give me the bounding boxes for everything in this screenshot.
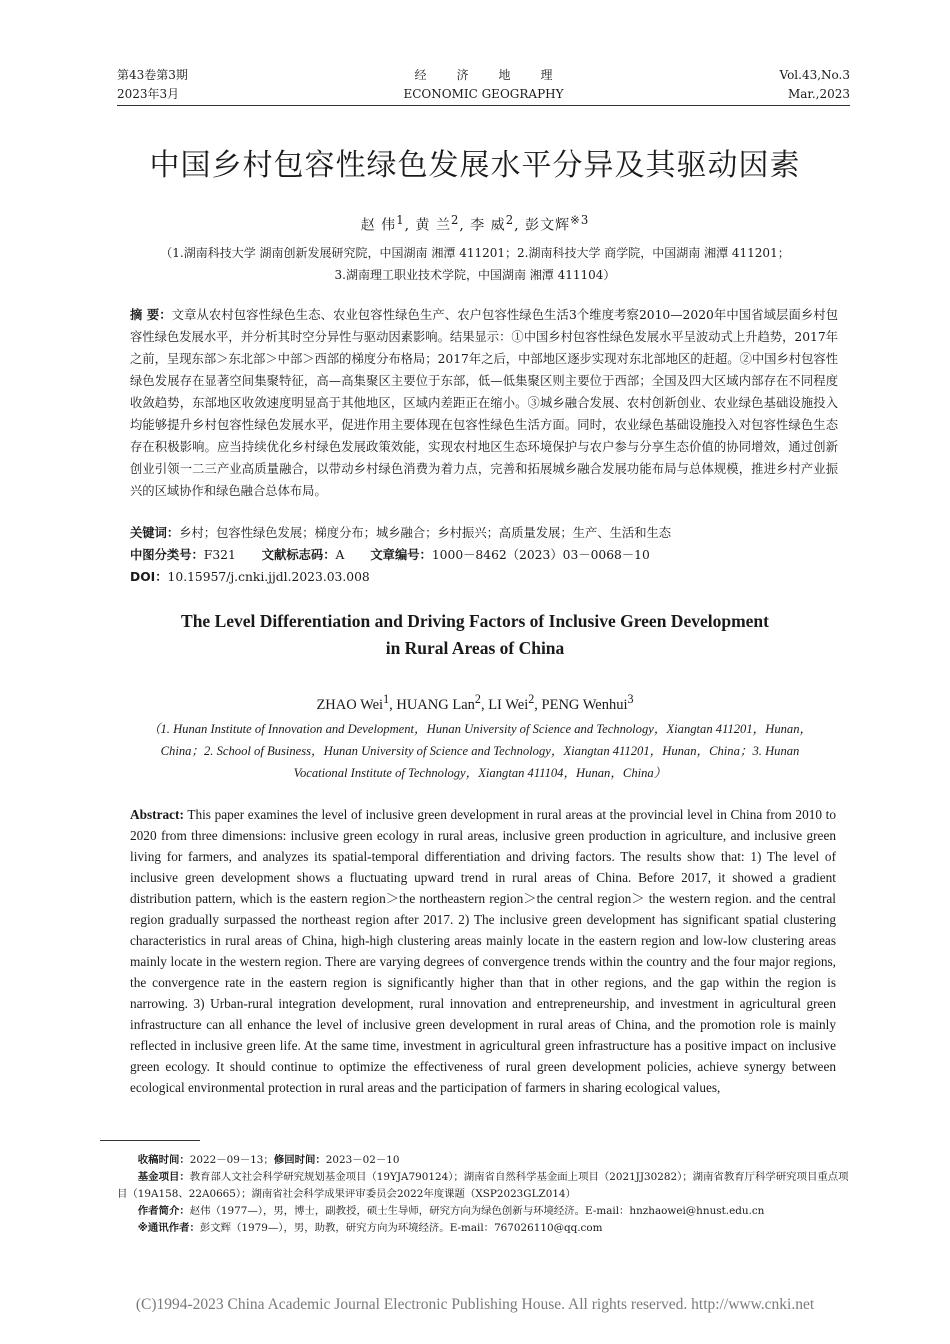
footnote-author <box>117 1203 852 1220</box>
author-name: ZHAO Wei <box>316 696 384 713</box>
author-name: 彭文辉 <box>525 217 571 234</box>
abstract-cn-label: 摘 要： <box>130 308 172 322</box>
revised-date: 2023－02－10 <box>325 1154 400 1166</box>
author-bio-text: 赵伟（1977—），男，博士，副教授，硕士生导师，研究方向为绿色创新与环境经济。E-mail：hnzhaowei@hnust.edu.cn <box>189 1205 765 1217</box>
received-date: 2022－09－13； <box>189 1154 274 1166</box>
author-name: 黄 兰 <box>415 217 451 234</box>
abstract-cn <box>130 304 838 502</box>
title-en-line: The Level Differentiation and Driving Factors of Inclusive Green Development <box>181 611 769 631</box>
volume-issue-cn: 第43卷第3期 <box>117 68 188 82</box>
author-bio-label: 作者简介： <box>137 1205 190 1217</box>
footnote-rule <box>100 1140 200 1141</box>
authors-cn: 赵 伟$^1$, 黄 兰$^2$, 李 威$^2$, 彭文辉$^{※3}$ <box>360 213 590 234</box>
author-affil-mark: 2 <box>450 213 460 227</box>
author-name: 李 威 <box>470 217 506 234</box>
revised-label: 修回时间： <box>273 1154 326 1166</box>
author-affil-mark: 2 <box>505 213 515 227</box>
author-name: 赵 伟 <box>360 217 397 234</box>
date-cn: 2023年3月 <box>117 87 180 101</box>
keywords <box>130 523 671 543</box>
abstract-cn-text: 文章从农村包容性绿色生态、农业包容性绿色生产、农户包容性绿色生活3个维度考察2010—2020年中国省域层面乡村包容性绿色发展水平，并分析其时空分异性与驱动因素影响。结果显示：①中国乡村包容性绿色发展水平呈波动式上升趋势，2017年之前，呈现东部＞东北部＞中部＞西部的梯度分布格局；2017年之后，中部地区逐步实现对东北部地区的赶超。②中国乡村包容性绿色发展存在显著空间集聚特征，高—高集聚区主要位于东部，低—低集聚区则主要位于西部；全国及四大区域内部存在不同程度收敛趋势，东部地区收敛速度明显高于其他地区，区域内差距正在缩小。③城乡融合发展、农村创新创业、农业绿色基础设施投入均能够提升乡村包容性绿色发展水平，促进作用主要体现在包容性绿色生活方面。同时，农业绿色基础设施投入对包容性绿色生态存在积极影响。应当持续优化乡村绿色发展政策效能，实现农村地区生态环境保护与农户参与分享生态价值的协同增效，通过创新创业引领一二三产业高质量融合，以带动乡村绿色消费为着力点，完善和拓展城乡融合发展功能布局与总体规模，推进乡村产业振兴的区域协作和绿色融合总体布局。 <box>130 308 839 498</box>
header-rule <box>117 105 850 106</box>
author-affil-mark: 2 <box>528 692 535 706</box>
affiliation-line: （1. Hunan Institute of Innovation and Development，Hunan University of Science and Technology，Xiangtan 411201，Hunan， <box>147 722 813 736</box>
journal-name-en: ECONOMIC GEOGRAPHY <box>403 87 564 101</box>
corresponding-label: ※通讯作者： <box>137 1222 200 1234</box>
affiliation-line: Vocational Institute of Technology，Xiangtan 411104，Hunan，China） <box>293 766 667 780</box>
journal-name-cn: 经济地理 <box>414 68 583 82</box>
doc-code-label: 文献标志码： <box>261 548 336 562</box>
clc-label: 中图分类号： <box>130 548 204 562</box>
authors-en: ZHAO Wei$^1$, HUANG Lan$^2$, LI Wei$^2$, PENG Wenhui$^3$ <box>316 692 634 713</box>
received-label: 收稿时间： <box>137 1154 190 1166</box>
doi-value: 10.15957/j.cnki.jjdl.2023.03.008 <box>167 570 370 584</box>
doi <box>130 567 370 587</box>
footnote-fund <box>117 1169 852 1203</box>
clc-value: F321 <box>203 548 236 562</box>
author-affil-mark: ※3 <box>570 213 590 227</box>
fund-text: 教育部人文社会科学研究规划基金项目（19YJA790124）；湖南省自然科学基金面上项目（2021JJ30282）；湖南省教育厅科学研究项目重点项目（19A158、22A0665）；湖南省社会科学成果评审委员会2022年度课题（XSP2023GLZ014） <box>117 1171 849 1200</box>
journal-name <box>117 66 850 104</box>
abstract-en-text: This paper examines the level of inclusive green development in rural areas at the provincial level in China from 2010 to 2020 from three dimensions: inclusive green ecology in rural areas, inclusive green production in agriculture, and inclusive green living for farmers, and analyzes its spatial-temporal differentiation and driving factors. The results show that: 1) The level of inclusive green development shows a fluctuating upward trend in rural areas of China. Before 2017, it showed a gradient distribution pattern, which is the eastern region＞the northeastern region＞the central region＞ the western region. and the central region gradually surpassed the northeast region after 2017. 2) The inclusive green development has significant spatial clustering characteristics in rural areas of China, high-high clustering areas mainly locate in the eastern region and low-low clustering areas mainly locate in the western region. There are varying degrees of convergence trends within the country and the four major regions, the convergence rate in the eastern region is significantly higher than that in other regions, and the gap within the region is narrowing. 3) Urban-rural integration development, rural innovation and entrepreneurship, and investment in agricultural green infrastructure can all enhance the level of inclusive green development in rural areas of China, and the promotion role is mainly reflected in inclusive green life. At the same time, investment in agricultural green infrastructure has a positive impact on inclusive green ecology. It should continue to optimize the effectiveness of rural green development policies, achieve synergy between ecological environmental protection in rural areas and the participation of farmers in sharing ecological values, <box>130 807 836 1095</box>
footnote-corresponding <box>117 1220 852 1237</box>
article-no-value: 1000－8462（2023）03－0068－10 <box>431 548 650 562</box>
corresponding-text: 彭文辉（1979—），男，助教，研究方向为环境经济。E-mail：767026110@qq.com <box>199 1222 603 1234</box>
issue-info-en <box>780 66 851 104</box>
affiliation-line: （1.湖南科技大学 湖南创新发展研究院，中国湖南 湘潭 411201；2.湖南科技大学 商学院，中国湖南 湘潭 411201； <box>160 246 790 260</box>
author-affil-mark: 1 <box>396 213 405 227</box>
author-name: PENG Wenhui <box>541 696 628 713</box>
article-no-label: 文章编号： <box>370 548 432 562</box>
fund-label: 基金项目： <box>137 1171 190 1183</box>
author-name: LI Wei <box>488 696 529 713</box>
keywords-text: 乡村；包容性绿色发展；梯度分布；城乡融合；乡村振兴；高质量发展；生产、生活和生态 <box>179 526 672 540</box>
copyright-footer: (C)1994-2023 China Academic Journal Electronic Publishing House. All rights reserved. http://www.cnki.net <box>135 1296 815 1313</box>
title-en-line: in Rural Areas of China <box>385 638 565 658</box>
title-en <box>0 608 950 662</box>
author-affil-mark: 1 <box>383 692 390 706</box>
abstract-en-label: Abstract: <box>130 807 184 822</box>
keywords-label: 关键词： <box>130 526 180 540</box>
title-cn: 中国乡村包容性绿色发展水平分异及其驱动因素 <box>149 148 801 183</box>
affiliations-en <box>120 718 840 784</box>
affiliation-line: China；2. School of Business，Hunan University of Science and Technology，Xiangtan 411201，Hunan，China；3. Hunan <box>160 744 800 758</box>
doc-code-value: A <box>335 548 345 562</box>
doi-label: DOI： <box>130 570 168 584</box>
author-name: HUANG Lan <box>396 696 475 713</box>
abstract-en <box>130 804 836 1098</box>
author-affil-mark: 2 <box>474 692 481 706</box>
date-en: Mar.,2023 <box>787 87 850 101</box>
affiliation-line: 3.湖南理工职业技术学院，中国湖南 湘潭 411104） <box>334 268 616 282</box>
volume-issue-en: Vol.43,No.3 <box>779 68 850 82</box>
affiliations-cn <box>100 242 850 286</box>
footnotes <box>117 1152 852 1237</box>
footnote-dates <box>117 1152 852 1169</box>
classification <box>130 545 650 565</box>
author-affil-mark: 3 <box>627 692 634 706</box>
